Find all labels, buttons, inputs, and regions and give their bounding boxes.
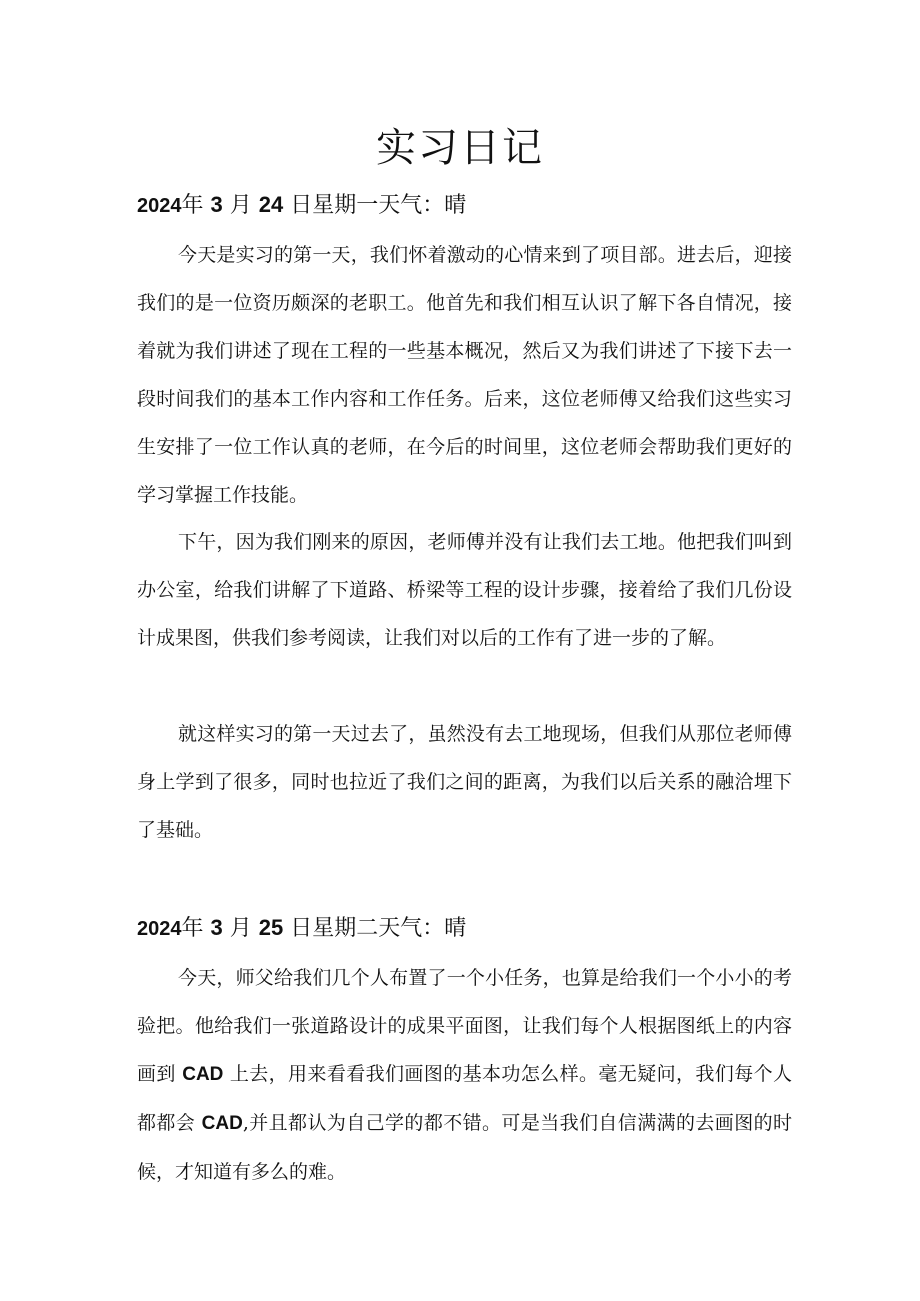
entry-date-rest: 年 3 月 25 日星期二天气：晴 bbox=[181, 915, 467, 941]
diary-paragraph: 下午，因为我们刚来的原因，老师傅并没有让我们去工地。他把我们叫到办公室，给我们讲解了下道路、桥梁等工程的设计步骤，接着给了我们几份设计成果图，供我们参考阅读，让我们对以后的工作有了进一步的了解。 bbox=[137, 531, 792, 649]
entry-date-year: 2024 bbox=[137, 918, 182, 940]
entry-date-year: 2024 bbox=[137, 195, 182, 217]
diary-paragraph: 今天，师父给我们几个人布置了一个小任务，也算是给我们一个小小的考验把。他给我们一张道路设计的成果平面图，让我们每个人根据图纸上的内容画到 CAD 上去，用来看看我们画图的基本功怎么样。毫无疑问，我们每个人都都会 CAD,并且都认为自己学的都不错。可是当我们自信满满的去画图的时候，才知道有多么的难。 bbox=[137, 967, 792, 1183]
page-title: 实习日记 bbox=[376, 125, 544, 171]
diary-paragraph: 今天是实习的第一天，我们怀着激动的心情来到了项目部。进去后，迎接我们的是一位资历颇深的老职工。他首先和我们相互认识了解下各自情况，接着就为我们讲述了现在工程的一些基本概况，然后又为我们讲述了下接下去一段时间我们的基本工作内容和工作任务。后来，这位老师傅又给我们这些实习生安排了一位工作认真的老师，在今后的时间里，这位老师会帮助我们更好的学习掌握工作技能。 bbox=[137, 244, 792, 506]
entry-date-rest: 年 3 月 24 日星期一天气：晴 bbox=[181, 192, 467, 218]
entry-heading bbox=[137, 913, 466, 944]
diary-paragraph: 就这样实习的第一天过去了，虽然没有去工地现场，但我们从那位老师傅身上学到了很多，同时也拉近了我们之间的距离，为我们以后关系的融洽埋下了基础。 bbox=[137, 723, 792, 841]
entry-heading bbox=[137, 190, 466, 221]
